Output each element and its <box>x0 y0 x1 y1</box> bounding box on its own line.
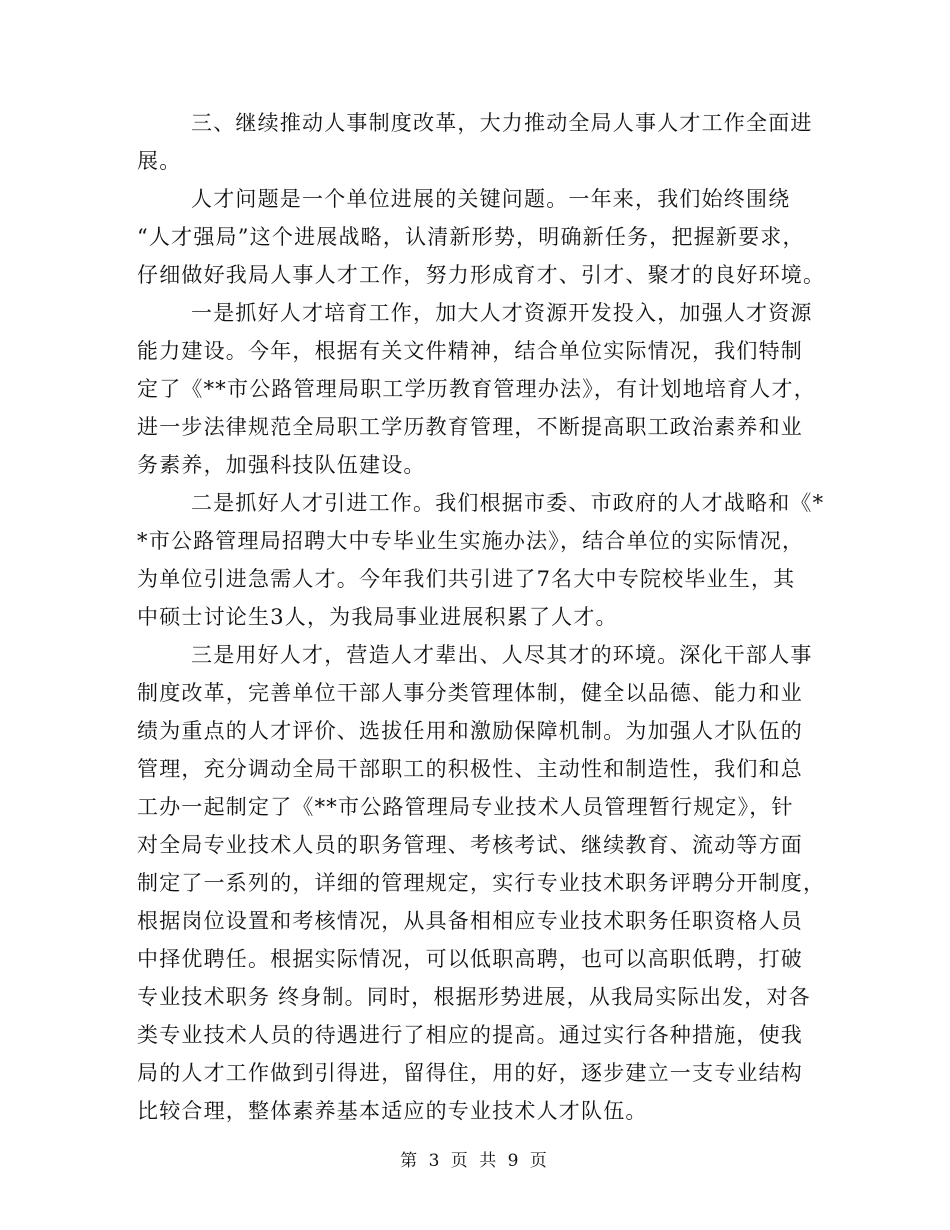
text-line: 能力建设。今年，根据有关文件精神，结合单位实际情况，我们特制 <box>137 339 803 363</box>
text-line: 根据岗位设置和考核情况，从具备相相应专业技术职务任职资格人员 <box>137 909 803 933</box>
section-heading: 三、继续推动人事制度改革，大力推动全局人事人才工作全面进 <box>191 111 813 135</box>
paragraph-start: 二是抓好人才引进工作。我们根据市委、市政府的人才战略和《* <box>191 491 825 515</box>
text-line: 管理，充分调动全局干部职工的积极性、主动性和制造性，我们和总 <box>137 757 803 781</box>
page-number-footer: 第 3 页 共 9 页 <box>400 1151 550 1171</box>
text-line: 制度改革，完善单位干部人事分类管理体制，健全以品德、能力和业 <box>137 681 803 705</box>
text-line: “人才强局”这个进展战略，认清新形势，明确新任务，把握新要求， <box>137 225 805 249</box>
text-line: 定了《**市公路管理局职工学历教育管理办法》，有计划地培育人才， <box>137 377 816 401</box>
text-line: 类专业技术人员的待遇进行了相应的提高。通过实行各种措施，使我 <box>137 1023 803 1047</box>
text-line: *市公路管理局招聘大中专毕业生实施办法》，结合单位的实际情况， <box>137 529 805 553</box>
text-line: 展。 <box>137 149 182 173</box>
text-line: 对全局专业技术人员的职务管理、考核考试、继续教育、流动等方面 <box>137 833 803 857</box>
paragraph-start: 人才问题是一个单位进展的关键问题。一年来，我们始终围绕 <box>191 187 791 211</box>
text-line: 仔细做好我局人事人才工作，努力形成育才、引才、聚才的良好环境。 <box>137 263 826 287</box>
text-line: 制定了一系列的，详细的管理规定，实行专业技术职务评聘分开制度， <box>137 871 826 895</box>
text-line: 为单位引进急需人才。今年我们共引进了7名大中专院校毕业生，其 <box>137 567 796 591</box>
text-line: 绩为重点的人才评价、选拔任用和激励保障机制。为加强人才队伍的 <box>137 719 803 743</box>
text-line: 局的人才工作做到引得进，留得住，用的好，逐步建立一支专业结构 <box>137 1061 803 1085</box>
text-line: 进一步法律规范全局职工学历教育管理，不断提高职工政治素养和业 <box>137 415 803 439</box>
paragraph-start: 三是用好人才，营造人才辈出、人尽其才的环境。深化干部人事 <box>191 643 813 667</box>
text-line: 比较合理，整体素养基本适应的专业技术人才队伍。 <box>137 1099 648 1123</box>
text-line: 工办一起制定了《**市公路管理局专业技术人员管理暂行规定》，针 <box>137 795 794 819</box>
text-line: 务素养，加强科技队伍建设。 <box>137 453 426 477</box>
document-body <box>137 104 826 1130</box>
paragraph-start: 一是抓好人才培育工作，加大人才资源开发投入，加强人才资源 <box>191 301 813 325</box>
text-line: 专业技术职务 终身制。同时，根据形势进展，从我局实际出发，对各 <box>137 985 811 1009</box>
text-line: 中硕士讨论生3人，为我局事业进展积累了人才。 <box>137 605 618 629</box>
text-line: 中择优聘任。根据实际情况，可以低职高聘，也可以高职低聘，打破 <box>137 947 803 971</box>
